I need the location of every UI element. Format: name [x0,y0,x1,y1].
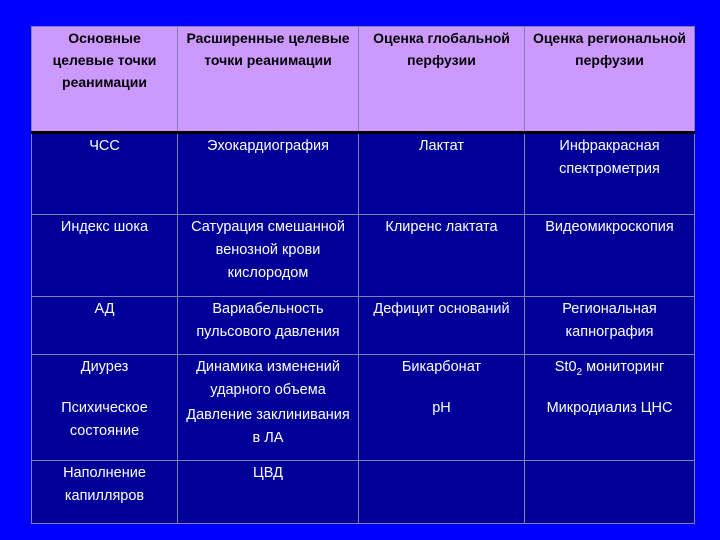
table-cell: Наполнение капилляров [32,461,178,524]
table-row [32,133,695,215]
header-extended-targets: Расширенные целевые точки реанимации [178,27,359,133]
header-global-perfusion: Оценка глобальной перфузии [359,27,525,133]
table-cell: Индекс шока [32,215,178,297]
table-cell: Эхокардиография [178,133,359,215]
table-cell: Инфракрасная спектрометрия [525,133,695,215]
table-cell: АД [32,297,178,355]
sto2-subscript: 2 [576,366,583,378]
table-row [32,461,695,524]
table-cell: Сатурация смешанной венозной крови кислородом [178,215,359,297]
header-regional-perfusion: Оценка региональной перфузии [525,27,695,133]
table-header [32,27,695,133]
cell-item-diuresis: Диурез [80,359,129,375]
table-cell: Лактат [359,133,525,215]
table-cell [178,355,359,461]
cell-item-bicarbonate: Бикарбонат [401,359,482,375]
header-basic-targets: Основные целевые точки реанимации [32,27,178,133]
table-cell: ЧСС [32,133,178,215]
table-cell: Клиренс лактата [359,215,525,297]
table-row [32,297,695,355]
table-row [32,355,695,461]
table-row [32,215,695,297]
table-cell: Дефицит оснований [359,297,525,355]
cell-item-cns-microdialysis: Микродиализ ЦНС [546,400,673,416]
table-cell [525,461,695,524]
sto2-prefix: St0 [554,359,577,375]
table-cell [359,461,525,524]
table-cell: Видеомикроскопия [525,215,695,297]
cell-item-mental-status: Психическое состояние [61,400,148,439]
table-cell: Вариабельность пульсового давления [178,297,359,355]
table-cell [525,355,695,461]
table-cell: ЦВД [178,461,359,524]
cell-item-stroke-volume: Динамика изменений ударного объема [196,359,340,398]
cell-item-wedge-pressure: Давление заклинивания в ЛА [186,407,350,446]
header-row [32,27,695,133]
table-cell [359,355,525,461]
cell-item-ph: pH [432,400,451,416]
sto2-suffix: мониторинг [582,359,665,375]
cell-item-sto2-monitoring [529,356,690,379]
perfusion-table [31,26,695,524]
table-cell: Региональная капнография [525,297,695,355]
table-body [32,133,695,524]
table-cell [32,355,178,461]
